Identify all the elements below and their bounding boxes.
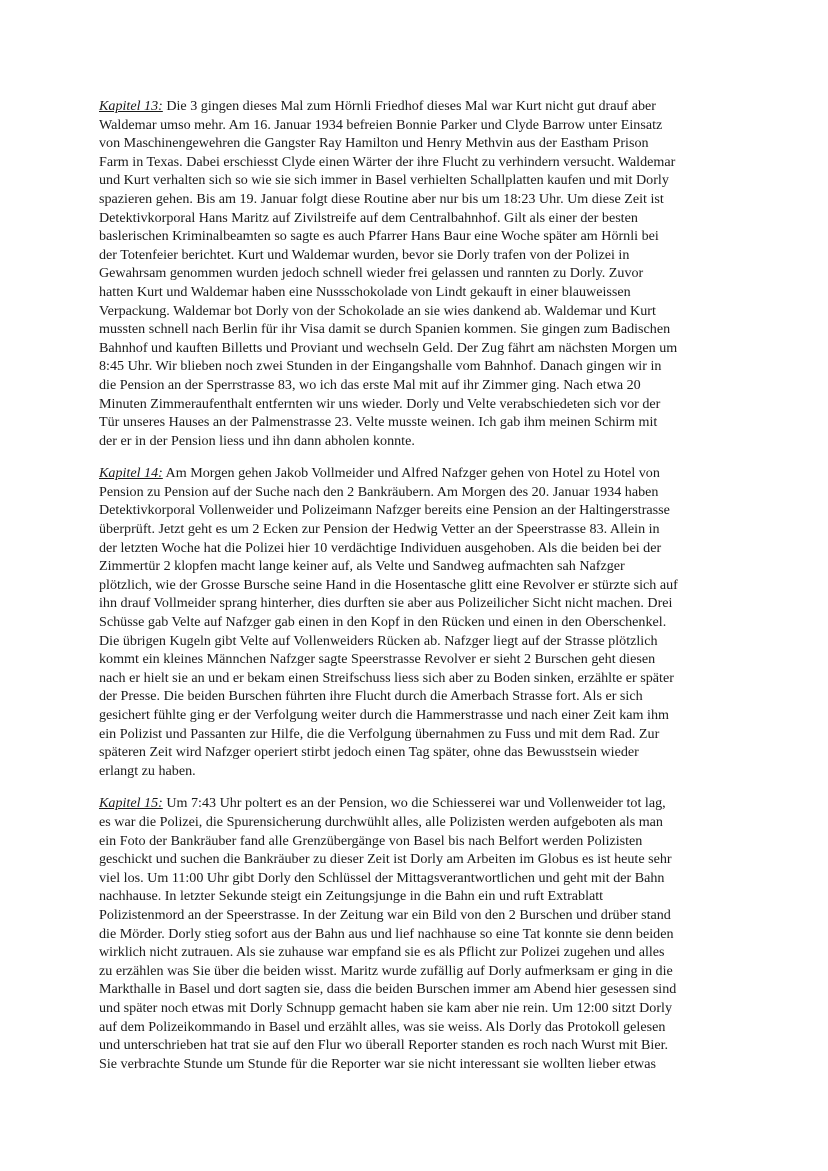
chapter-13 bbox=[99, 97, 731, 450]
text-line: nach er hielt sie an und er bekam einen Streifschuss liess sich aber zu Boden sinken, erzählte er später bbox=[99, 669, 674, 686]
text-line: geschickt und suchen die Bankräuber zu dieser Zeit ist Dorly am Arbeiten im Globus es ist heute sehr bbox=[99, 851, 672, 868]
text-line: Schüsse gab Velte auf Nafzger gab einen in den Kopf in den Rücken und einen in den Oberschenkel. bbox=[99, 614, 667, 631]
text-line: die Pension an der Sperrstrasse 83, wo ich das erste Mal mit auf ihr Zimmer ging. Nach etwa 20 bbox=[99, 376, 641, 393]
text-line: erlangt zu haben. bbox=[99, 762, 196, 779]
text-line: mussten schnell nach Berlin für ihr Visa damit se durch Spanien kommen. Sie gingen zum Badischen bbox=[99, 321, 671, 338]
document-page bbox=[99, 97, 731, 1087]
text-line: 8:45 Uhr. Wir blieben noch zwei Stunden in der Eingangshalle vom Bahnhof. Danach gingen wir in bbox=[99, 358, 662, 375]
text-line: von Maschinengewehren die Gangster Ray Hamilton und Henry Methvin aus der Eastham Prison bbox=[99, 135, 649, 152]
text-line: zu erzählen was Sie über die beiden wisst. Maritz wurde zufällig auf Dorly aufmerksam er ging in die bbox=[99, 962, 673, 979]
text-line: hatten Kurt und Waldemar haben eine Nussschokolade von Lindt gekauft in einer blauweissen bbox=[99, 283, 631, 300]
text-line: späteren Zeit wird Nafzger operiert stirbt jedoch einen Tag später, ohne das Bewusstsein wieder bbox=[99, 744, 639, 761]
chapter-heading: Kapitel 14: bbox=[99, 465, 163, 482]
chapter-14 bbox=[99, 464, 731, 780]
text-line: gesichert fühlte ging er der Verfolgung weiter durch die Hammerstrasse und nach einer Zeit kam ihm bbox=[99, 707, 669, 723]
text-line: und später noch etwas mit Dorly Schnupp gemacht haben sie kam aber nie rein. Um 12:00 sitzt Dorly bbox=[99, 999, 673, 1016]
text-line: plötzlich, wie der Grosse Bursche seine Hand in die Hosentasche glitt eine Revolver er stürzte sich auf bbox=[99, 576, 678, 593]
text-line: Detektivkorporal Hans Maritz auf Zivilstreife auf dem Centralbahnhof. Gilt als einer der besten bbox=[99, 209, 638, 226]
text-line: ein Polizist und Passanten zur Hilfe, die die Verfolgung übernahmen zu Fuss und mit dem Rad. Zur bbox=[99, 725, 660, 742]
text-line: baslerischen Kriminalbeamten so sagte es auch Pfarrer Hans Baur eine Woche später am Hörnli bei bbox=[99, 228, 659, 245]
text-line: Zimmertür 2 klopfen macht lange keiner auf, als Velte und Sandweg aufmachten sah Nafzger bbox=[99, 558, 625, 575]
text-line: es war die Polizei, die Spurensicherung durchwühlt alles, alle Polizisten werden aufgeboten als man bbox=[99, 813, 663, 830]
text-line: Waldemar umso mehr. Am 16. Januar 1934 befreien Bonnie Parker und Clyde Barrow unter Einsatz bbox=[99, 116, 663, 133]
text-line: Pension zu Pension auf der Suche nach den 2 Bankräubern. Am Morgen des 20. Januar 1934 haben bbox=[99, 483, 659, 500]
text-line: der Totenfeier berichtet. Kurt und Waldemar wurden, bevor sie Dorly trafen von der Polizei in bbox=[99, 246, 630, 263]
text-line: und Kurt verhalten sich so wie sie sich immer in Basel verhielten Schallplatten kaufen und mit Dorly bbox=[99, 172, 669, 189]
text-line: Polizistenmord an der Speerstrasse. In der Zeitung war ein Bild von den 2 Burschen und drüber stand bbox=[99, 906, 671, 923]
text-line: wirklich nicht zutrauen. Als sie zuhause war empfand sie es als Pflicht zur Polizei zugehen und alles bbox=[99, 944, 665, 961]
text-line: Minuten Zimmeraufenthalt entfernten wir uns wieder. Dorly und Velte verabschiedeten sich vor der bbox=[99, 395, 661, 412]
text-line: der letzten Woche hat die Polizei hier 10 verdächtige Individuen ausgehoben. Als die beiden bei der bbox=[99, 539, 662, 556]
text-line: Detektivkorporal Vollenweider und Polizeimann Nafzger bereits eine Pension an der Haltingerstrasse bbox=[99, 502, 670, 519]
text-line: der er in der Pension liess und ihn dann abholen konnte. bbox=[99, 432, 415, 449]
text-line: überprüft. Jetzt geht es um 2 Ecken zur Pension der Hedwig Vetter an der Speerstrasse 83. Allein in bbox=[99, 521, 660, 538]
text-line: und unterschrieben hat trat sie auf den Flur wo überall Reporter standen es roch nach Wurst mit Bier. bbox=[99, 1037, 669, 1054]
text-line: Die 3 gingen dieses Mal zum Hörnli Friedhof dieses Mal war Kurt nicht gut drauf aber bbox=[162, 98, 656, 114]
text-line: spazieren gehen. Bis am 19. Januar folgt diese Routine aber nur bis um 18:23 Uhr. Um diese Zeit ist bbox=[99, 190, 664, 207]
text-line: viel los. Um 11:00 Uhr gibt Dorly den Schlüssel der Mittagsverantwortlichen und geht mit der Bahn bbox=[99, 869, 665, 886]
text-line: Farm in Texas. Dabei erschiesst Clyde einen Wärter der ihre Flucht zu verhindern versucht. Waldemar bbox=[99, 153, 676, 170]
text-line: Bahnhof und kauften Billetts und Proviant und wechseln Geld. Der Zug fährt am nächsten Morgen um bbox=[99, 339, 678, 356]
text-line: Um 7:43 Uhr poltert es an der Pension, wo die Schiesserei war und Vollenweider tot lag, bbox=[162, 795, 666, 812]
text-line: der Presse. Die beiden Burschen führten ihre Flucht durch die Amerbach Strasse fort. Als er sich bbox=[99, 688, 643, 705]
chapter-15 bbox=[99, 794, 731, 1073]
text-line: Verpackung. Waldemar bot Dorly von der Schokolade an sie wies dankend ab. Waldemar und Kurt bbox=[99, 302, 656, 319]
text-line: Am Morgen gehen Jakob Vollmeider und Alfred Nafzger gehen von Hotel zu Hotel von bbox=[162, 465, 660, 482]
chapter-heading: Kapitel 15: bbox=[99, 795, 163, 812]
text-line: Gewahrsam genommen wurden jedoch schnell wieder frei gelassen und rannten zu Dorly. Zuvor bbox=[99, 265, 644, 282]
text-line: kommt ein kleines Männchen Nafzger sagte Speerstrasse Revolver er sieht 2 Burschen geht diesen bbox=[99, 651, 656, 668]
text-line: ihn drauf Vollmeider sprang hinterher, dies durften sie aber aus Polizeilicher Sicht nicht machen. Drei bbox=[99, 595, 673, 612]
text-line: Markthalle in Basel und dort sagten sie, dass die beiden Burschen immer am Abend hier gesessen sind bbox=[99, 981, 677, 998]
text-line: Sie verbrachte Stunde um Stunde für die Reporter war sie nicht interessant sie wollten lieber etwas bbox=[99, 1055, 656, 1072]
text-line: Tür unseres Hauses an der Palmenstrasse 23. Velte musste weinen. Ich gab ihm meinen Schirm mit bbox=[99, 414, 658, 431]
text-line: auf dem Polizeikommando in Basel und erzählt alles, was sie weiss. Als Dorly das Protokoll gelesen bbox=[99, 1018, 666, 1035]
text-line: die Mörder. Dorly stieg sofort aus der Bahn aus und lief nachhause so eine Tat konnte sie denn beiden bbox=[99, 925, 674, 942]
text-line: ein Foto der Bankräuber fand alle Grenzübergänge von Basel bis nach Belfort werden Polizisten bbox=[99, 832, 643, 849]
text-line: Die übrigen Kugeln gibt Velte auf Vollenweiders Rücken ab. Nafzger liegt auf der Strasse plötzlich bbox=[99, 632, 658, 649]
text-line: nachhause. In letzter Sekunde steigt ein Zeitungsjunge in die Bahn ein und ruft Extrablatt bbox=[99, 888, 604, 905]
chapter-heading: Kapitel 13: bbox=[99, 98, 163, 114]
